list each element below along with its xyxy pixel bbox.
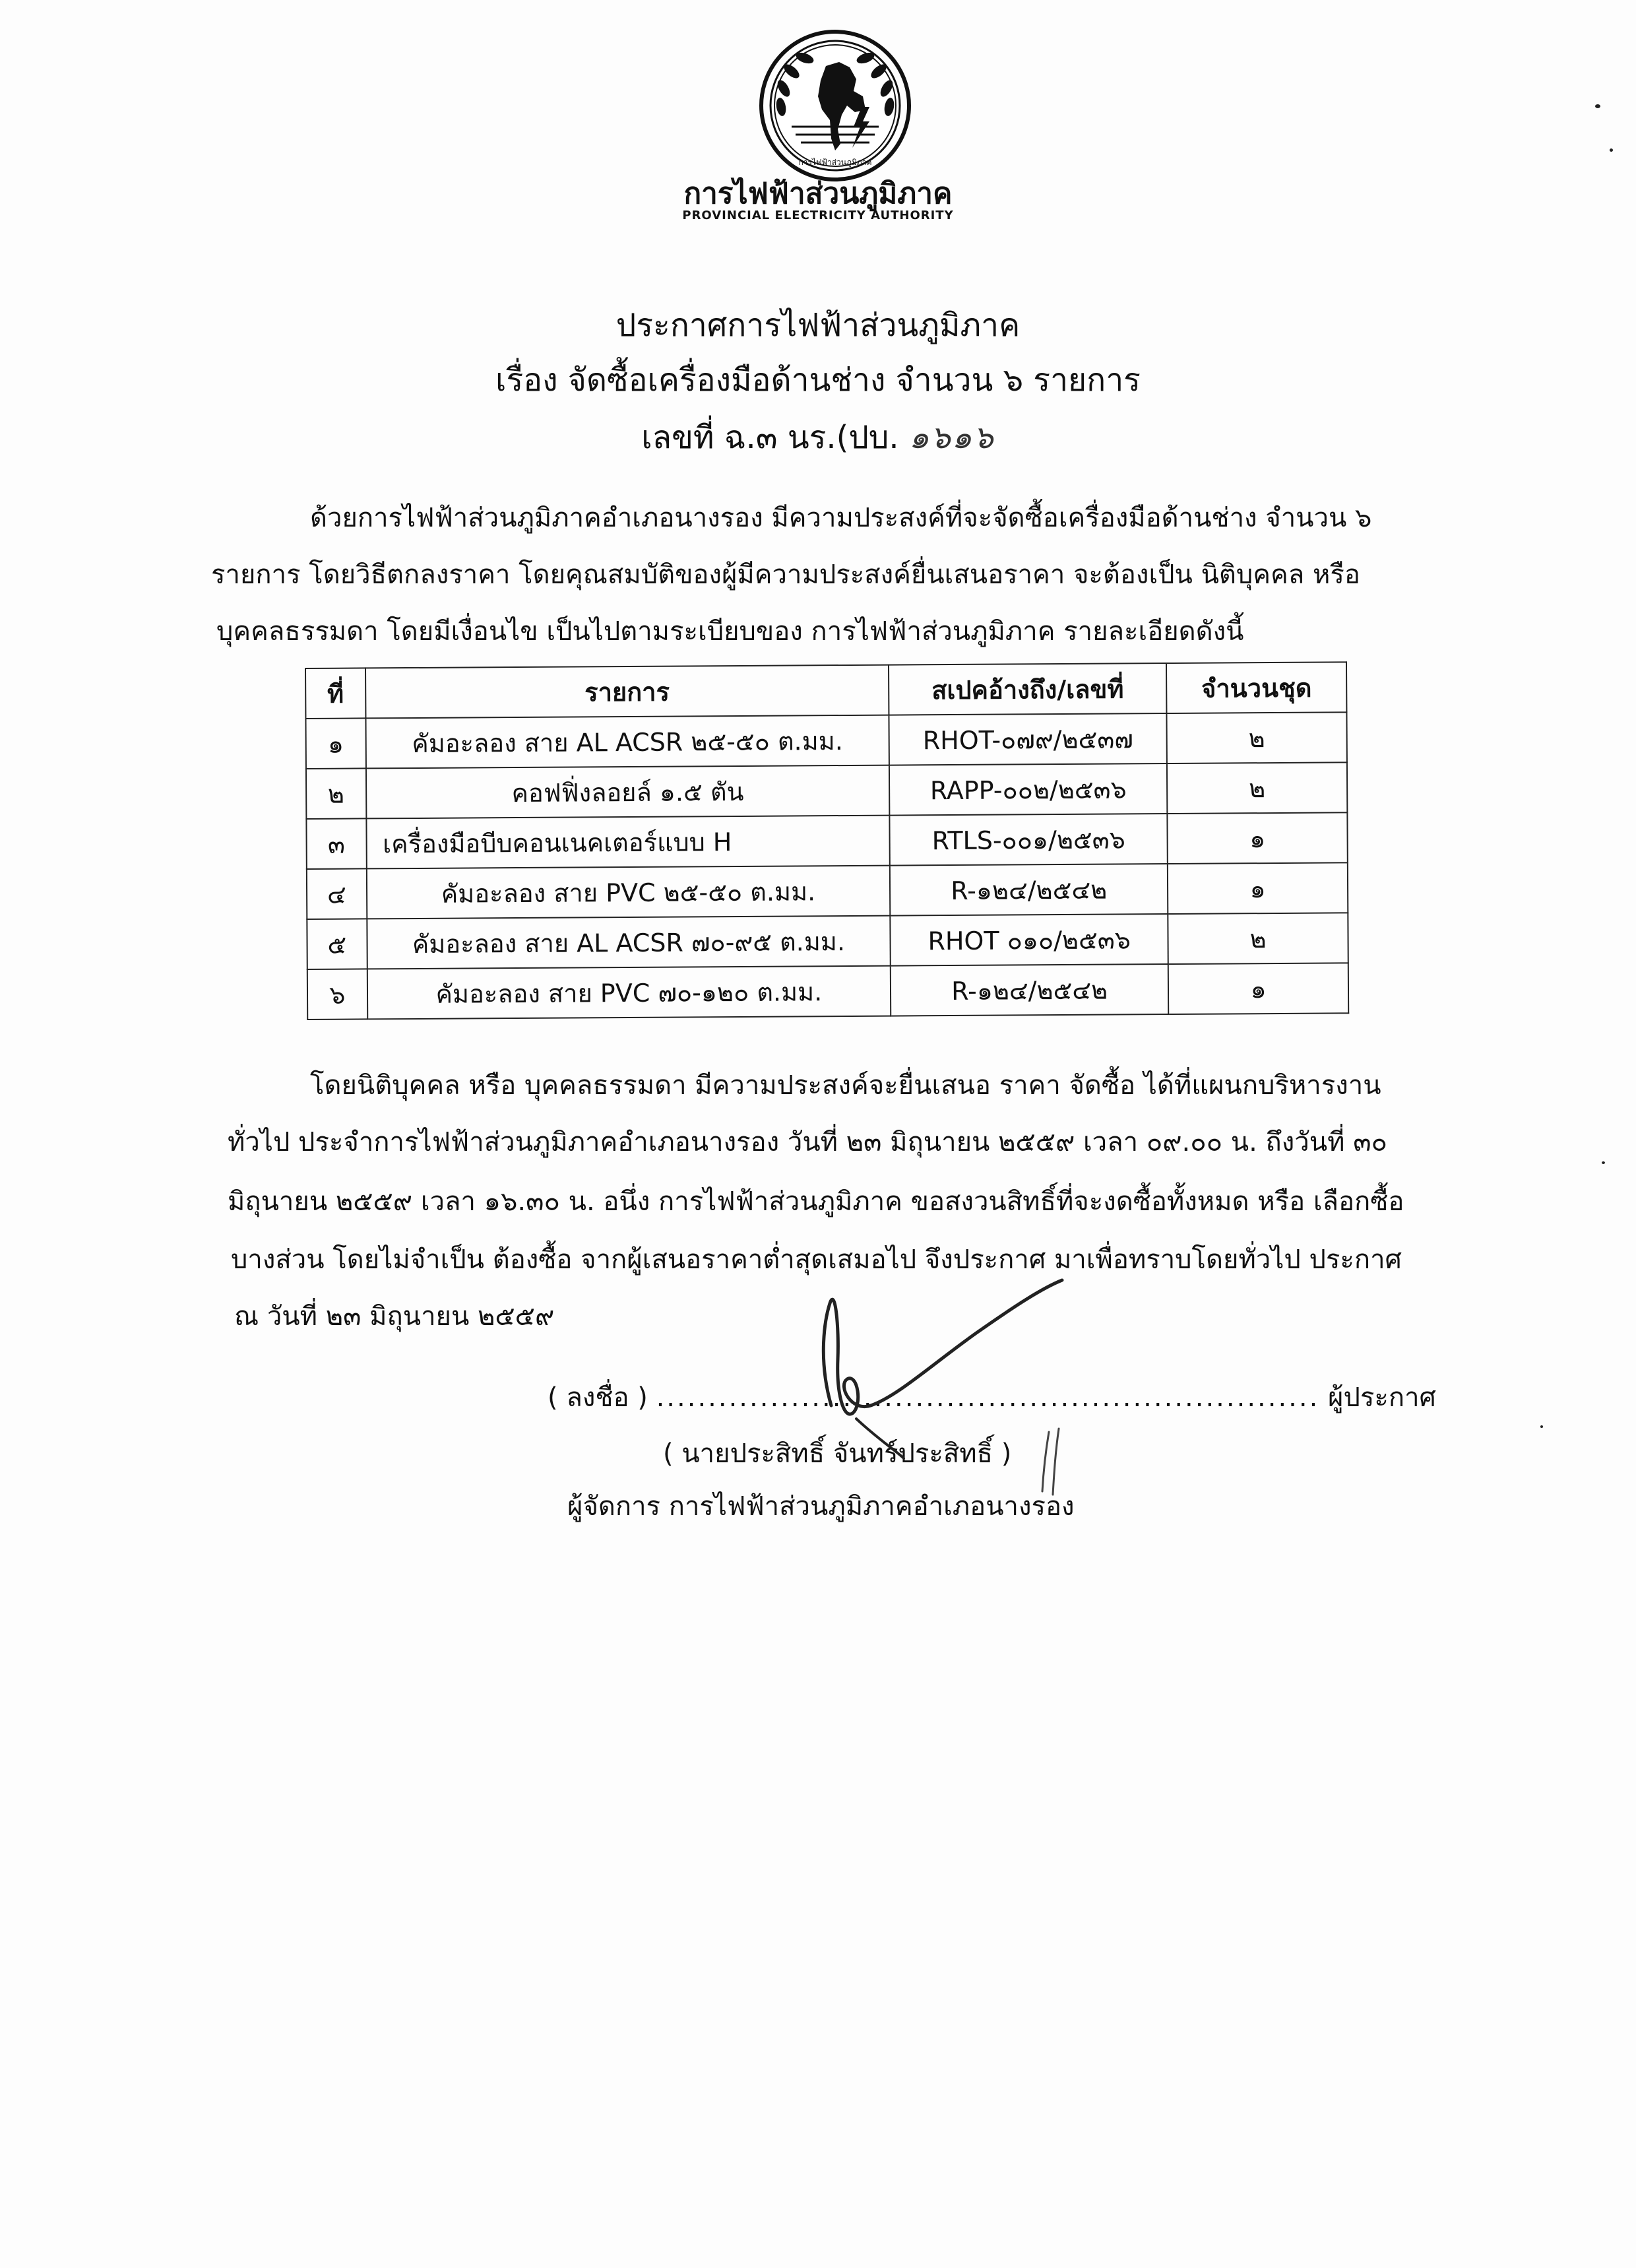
table-row bbox=[307, 913, 1348, 969]
row-spec: RHOT-๐๗๙/๒๕๓๗ bbox=[889, 713, 1167, 765]
row-qty: ๑ bbox=[1168, 963, 1348, 1014]
scan-speck bbox=[1540, 1425, 1543, 1428]
row-qty: ๒ bbox=[1168, 913, 1348, 964]
intro-line-3: บุคคลธรรมดา โดยมีเงื่อนไข เป็นไปตามระเบียบของ การไฟฟ้าส่วนภูมิภาค รายละเอียดดังนี้ bbox=[216, 616, 1244, 647]
table-header-row bbox=[305, 662, 1346, 719]
row-spec: RAPP-๐๐๒/๒๕๓๖ bbox=[889, 763, 1167, 816]
svg-text:การไฟฟ้าส่วนภูมิภาค: การไฟฟ้าส่วนภูมิภาค bbox=[798, 158, 872, 167]
terms-line-1: โดยนิติบุคคล หรือ บุคคลธรรมดา มีความประสงค์จะยื่นเสนอ ราคา จัดซื้อ ได้ที่แผนกบริหารงาน bbox=[310, 1070, 1381, 1101]
announcement-number-prefix: เลขที่ ฉ.๓ นร.(ปบ. bbox=[641, 419, 899, 456]
table-row bbox=[305, 712, 1346, 769]
org-name-english: PROVINCIAL ELECTRICITY AUTHORITY bbox=[682, 209, 954, 222]
intro-line-2: รายการ โดยวิธีตกลงราคา โดยคุณสมบัติของผู้มีความประสงค์ยื่นเสนอราคา จะต้องเป็น นิติบุคคล หรือ bbox=[211, 560, 1360, 590]
row-no: ๑ bbox=[305, 718, 365, 769]
row-qty: ๒ bbox=[1167, 712, 1347, 763]
header-no: ที่ bbox=[305, 668, 365, 719]
terms-line-4: บางส่วน โดยไม่จำเป็น ต้องซื้อ จากผู้เสนอราคาต่ำสุดเสมอไป จึงประกาศ มาเพื่อทราบโดยทั่วไป ประกาศ bbox=[231, 1245, 1402, 1275]
terms-line-5: ณ วันที่ ๒๓ มิถุนายน ๒๕๕๙ bbox=[234, 1301, 555, 1332]
handwritten-number: ๑๖๑๖ bbox=[908, 419, 995, 456]
row-qty: ๑ bbox=[1168, 812, 1348, 864]
announcer-label: ผู้ประกาศ bbox=[1328, 1382, 1436, 1413]
row-spec: RHOT ๐๑๐/๒๕๓๖ bbox=[890, 914, 1168, 966]
row-qty: ๒ bbox=[1167, 762, 1347, 814]
row-item: คอฟฟิ่งลอยล์ ๑.๕ ตัน bbox=[366, 765, 890, 819]
row-item: คัมอะลอง สาย AL ACSR ๗๐-๙๕ ต.มม. bbox=[367, 916, 891, 969]
announcement-title: ประกาศการไฟฟ้าส่วนภูมิภาค bbox=[615, 307, 1021, 344]
row-spec: RTLS-๐๐๑/๒๕๓๖ bbox=[890, 814, 1168, 866]
terms-line-2: ทั่วไป ประจำการไฟฟ้าส่วนภูมิภาคอำเภอนางรอง วันที่ ๒๓ มิถุนายน ๒๕๕๙ เวลา ๐๙.๐๐ น. ถึงวันที่ ๓๐ bbox=[228, 1127, 1387, 1157]
row-no: ๒ bbox=[306, 768, 366, 819]
handwritten-signature bbox=[778, 1241, 1121, 1518]
row-spec: R-๑๒๔/๒๕๔๒ bbox=[890, 864, 1168, 916]
row-item: เครื่องมือบีบคอนเนคเตอร์แบบ H bbox=[366, 816, 890, 869]
org-name-thai: การไฟฟ้าส่วนภูมิภาค bbox=[683, 177, 953, 211]
row-item: คัมอะลอง สาย PVC ๗๐-๑๒๐ ต.มม. bbox=[367, 966, 891, 1020]
announcement-subject: เรื่อง จัดซื้อเครื่องมือด้านช่าง จำนวน ๖ รายการ bbox=[495, 362, 1141, 399]
table-row bbox=[306, 812, 1347, 869]
header-qty: จำนวนชุด bbox=[1166, 662, 1346, 713]
announcement-number bbox=[356, 412, 1280, 463]
row-no: ๓ bbox=[306, 818, 366, 869]
header-item: รายการ bbox=[365, 665, 889, 719]
scan-speck bbox=[1595, 104, 1600, 108]
table-row bbox=[307, 963, 1348, 1020]
table-row bbox=[306, 762, 1347, 819]
pea-seal-logo bbox=[757, 28, 913, 183]
row-no: ๕ bbox=[307, 919, 367, 969]
signatory-position: ผู้จัดการ การไฟฟ้าส่วนภูมิภาคอำเภอนางรอง bbox=[567, 1491, 1075, 1522]
items-table bbox=[305, 661, 1349, 1020]
table-row bbox=[307, 862, 1348, 919]
scan-speck bbox=[1610, 148, 1613, 152]
terms-line-3: มิถุนายน ๒๕๕๙ เวลา ๑๖.๓๐ น. อนึ่ง การไฟฟ้าส่วนภูมิภาค ขอสงวนสิทธิ์ที่จะงดซื้อทั้งหมด หรือ เลือกซื้อ bbox=[228, 1186, 1404, 1217]
row-item: คัมอะลอง สาย AL ACSR ๒๕-๕๐ ต.มม. bbox=[365, 715, 889, 769]
row-spec: R-๑๒๔/๒๕๔๒ bbox=[891, 964, 1168, 1016]
signatory-name: ( นายประสิทธิ์ จันทร์ประสิทธิ์ ) bbox=[663, 1439, 1012, 1469]
header-spec: สเปคอ้างถึง/เลขที่ bbox=[889, 663, 1166, 715]
signature-dots: ................................................................ bbox=[656, 1382, 1320, 1413]
scan-speck bbox=[1602, 1161, 1605, 1164]
row-item: คัมอะลอง สาย PVC ๒๕-๕๐ ต.มม. bbox=[366, 866, 890, 919]
row-no: ๔ bbox=[307, 868, 367, 919]
sign-label: ( ลงชื่อ ) bbox=[548, 1382, 648, 1413]
row-no: ๖ bbox=[307, 969, 367, 1020]
row-qty: ๑ bbox=[1168, 862, 1348, 914]
intro-line-1: ด้วยการไฟฟ้าส่วนภูมิภาคอำเภอนางรอง มีความประสงค์ที่จะจัดซื้อเครื่องมือด้านช่าง จำนวน ๖ bbox=[310, 503, 1372, 533]
